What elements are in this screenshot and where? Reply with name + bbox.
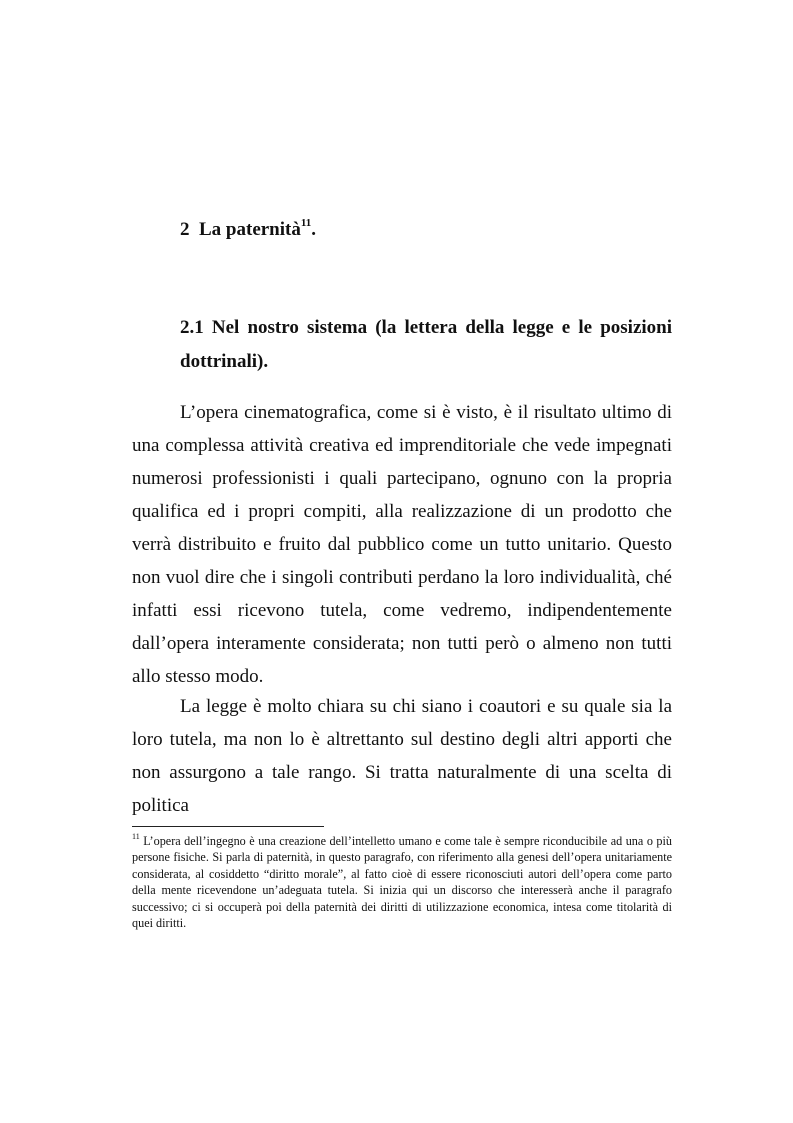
heading-period: . — [311, 219, 317, 240]
footnote-11 — [132, 833, 672, 931]
footnote-reference[interactable]: 11 — [300, 216, 312, 229]
footnote-number: 11 — [132, 831, 140, 841]
footnote-text: L’opera dell’ingegno è una creazione dell’intelletto umano e come tale è sempre riconducibile ad una o più persone fisiche. Si parla di paternità, in questo paragrafo, con riferimento alla genesi dell’opera unitariamente considerata, al cosiddetto “diritto morale”, al fatto cioè di essere riconosciuti autori dell’opera come parto della mente ricevendone un’adeguata tutela. Si inizia qui un discorso che interesserà anche il paragrafo successivo; ci si occuperà poi della paternità dei diritti di utilizzazione economica, intesa come titolarità di quei diritti. — [132, 834, 672, 931]
section-title: La paternità — [199, 219, 301, 240]
body-paragraph-2 — [132, 690, 672, 822]
subsection-heading-2-1: 2.1 Nel nostro sistema (la lettera della legge e le posizioni dottrinali). — [180, 317, 672, 372]
paragraph-text: La legge è molto chiara su chi siano i coautori e su quale sia la loro tutela, ma non lo è altrettanto sul destino degli altri apporti che non assurgono a tale rango. Si tratta naturalmente di una scelta di politica — [132, 696, 672, 816]
section-number: 2 — [180, 219, 190, 240]
section-heading-2 — [180, 213, 672, 247]
paragraph-text: L’opera cinematografica, come si è visto, è il risultato ultimo di una complessa attività creativa ed imprenditoriale che vede impegnati numerosi professionisti i quali partecipano, ognuno con la propria qualifica ed i propri compiti, alla realizzazione di un prodotto che verrà distribuito e fruito dal pubblico come un tutto unitario. Questo non vuol dire che i singoli contributi perdano la loro individualità, ché infatti essi ricevono tutela, come vedremo, indipendentemente dall’opera interamente considerata; non tutti però o almeno non tutti allo stesso modo. — [132, 402, 672, 687]
footnote-separator — [132, 826, 324, 827]
body-paragraph-1 — [132, 396, 672, 693]
